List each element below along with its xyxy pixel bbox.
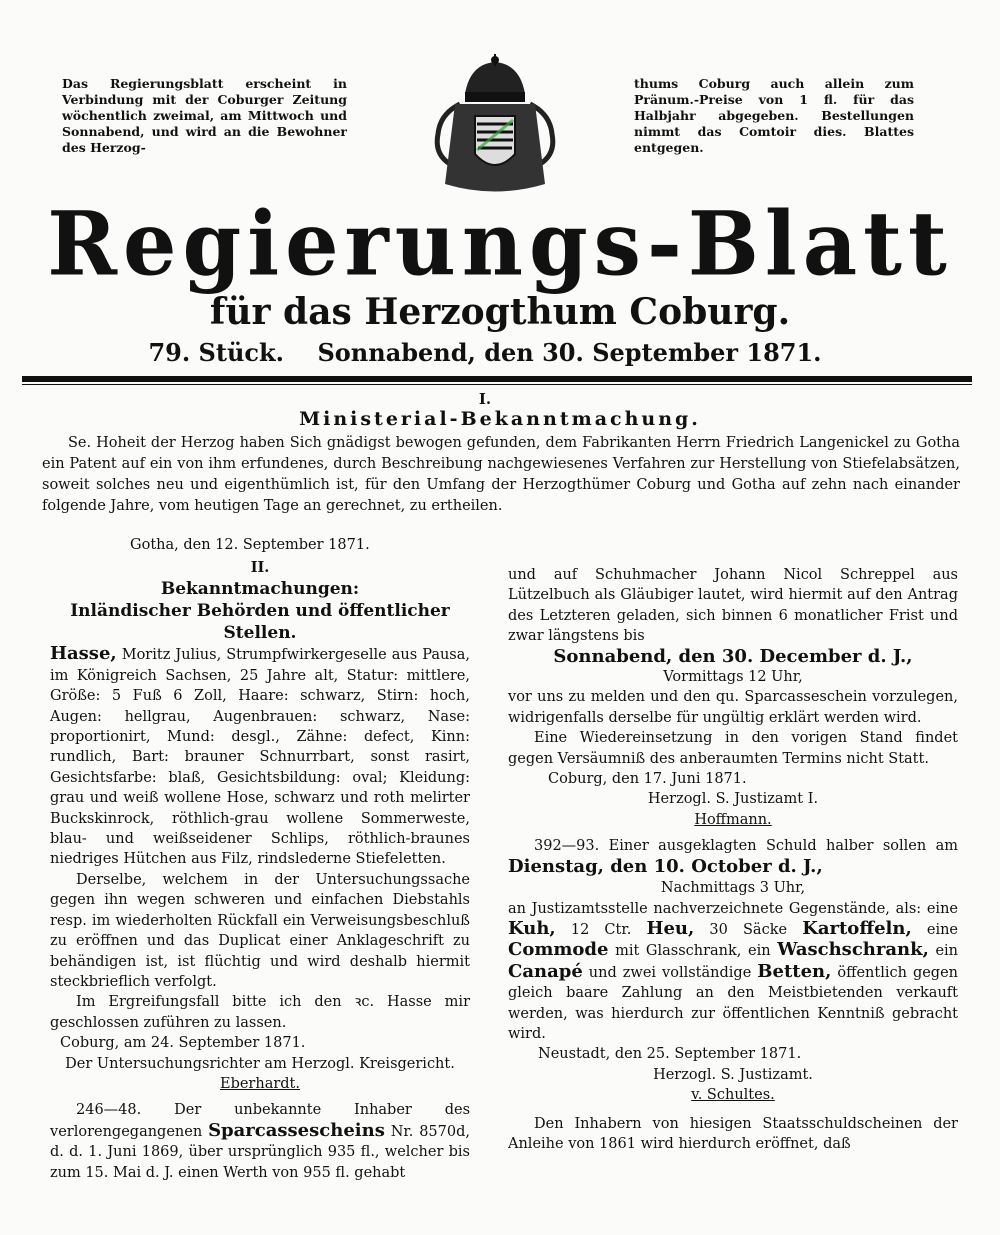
auction-items xyxy=(508,899,958,1045)
notice-text: Nr. 8570d, d. d. 1. Juni 1869, über ursprünglich 935 fl., welcher bis zum 15. Mai d. J. einen Werth von 955 fl. gehabt xyxy=(50,1123,471,1181)
section-subheading: Inländischer Behörden und öffentlicher Stellen. xyxy=(70,601,450,644)
notice-text: eine xyxy=(926,921,959,938)
auction-date: Dienstag, den 10. October d. J., xyxy=(508,855,823,877)
state-bond-notice: Den Inhabern von hiesigen Staatsschuldscheinen der Anleihe von 1861 wird hierdurch eröffnet, daß xyxy=(508,1115,958,1152)
notice-keyword: Sparcassescheins xyxy=(208,1119,385,1141)
bleed-through-text xyxy=(120,1210,840,1224)
header-rule-thick xyxy=(22,376,972,382)
auction-time: Nachmittags 3 Uhr, xyxy=(660,880,806,897)
notice-signature: Eberhardt. xyxy=(219,1075,300,1092)
deadline-date: Sonnabend, den 30. December d. J., xyxy=(553,645,913,667)
notice-text: 30 Säcke xyxy=(709,921,788,938)
ministerial-notice-date: Gotha, den 12. September 1871. xyxy=(130,537,370,553)
notice-text: an Justizamtsstelle nachverzeichnete Gegenstände, als: eine xyxy=(508,900,958,917)
item-keyword: Commode xyxy=(508,939,609,961)
item-keyword: Kuh, xyxy=(508,917,556,939)
ducal-crest-icon xyxy=(420,54,570,199)
lost-savings-notice xyxy=(50,1100,470,1183)
notice-number: 246—48. xyxy=(76,1102,142,1119)
item-keyword: Waschschrank, xyxy=(777,939,929,961)
notice-authority: Der Untersuchungsrichter am Herzogl. Kreisgericht. xyxy=(65,1055,455,1072)
notice-place-date: Coburg, den 17. Juni 1871. xyxy=(548,771,747,788)
item-keyword: Betten, xyxy=(757,960,832,982)
newspaper-title: Regierungs-Blatt xyxy=(47,191,953,296)
section-number: I. xyxy=(478,390,492,408)
notice-paragraph: Eine Wiedereinsetzung in den vorigen Stand findet gegen Versäumniß des anberaumten Termins nicht Statt. xyxy=(508,730,958,767)
notice-right-text: thums Coburg auch allein zum Pränum.-Preise von 1 fl. für das Halbjahr abgegeben. Bestellungen nimmt das Comtoir dies. Blattes entgegen. xyxy=(634,76,914,155)
continuation-text: und auf Schuhmacher Johann Nicol Schreppel aus Lützelbuch als Gläubiger lautet, wird hiermit auf den Antrag des Letzteren geladen, sich binnen 6 monatlicher Frist und zwar längstens bis xyxy=(508,567,958,645)
subscription-notice-right xyxy=(634,76,914,156)
notice-authority: Herzogl. S. Justizamt I. xyxy=(647,791,819,808)
notice-signature: v. Schultes. xyxy=(691,1087,775,1104)
issue-number: 79. Stück. xyxy=(148,338,285,367)
notice-text: und zwei vollständige xyxy=(588,964,752,981)
notice-text: 12 Ctr. xyxy=(570,921,632,938)
notice-text: ein xyxy=(935,943,959,960)
ministerial-notice-body: Se. Hoheit der Herzog haben Sich gnädigst bewogen gefunden, dem Fabrikanten Herrn Friedrich Langenickel zu Gotha ein Patent auf ein von ihm erfundenes, durch Beschreibung nachgewiesenes Verfahren zur Herstellung von Stiefelabsätzen, soweit solches neu und eigenthümlich ist, für den Umfang der Herzogthümer Coburg und Gotha auf zehn nach einander folgende Jahre, vom heutigen Tage an gerechnet, zu ertheilen. xyxy=(42,435,960,514)
notice-text: öffentlich gegen gleich baare Zahlung an den Meistbietenden verkauft werden, was hierdurch zur öffentlichen Kenntniß gebracht wird. xyxy=(508,964,959,1042)
notice-place-date: Coburg, am 24. September 1871. xyxy=(60,1035,306,1052)
section-heading: Bekanntmachungen: xyxy=(160,579,360,600)
section-heading: Ministerial-Bekanntmachung. xyxy=(299,408,701,430)
continuation-text: vor uns zu melden und den qu. Sparcasseschein vorzulegen, widrigenfalls derselbe für ungültig erklärt werden wird. xyxy=(508,689,958,726)
issue-date: Sonnabend, den 30. September 1871. xyxy=(317,338,822,367)
header-rule-thin xyxy=(22,384,972,385)
notice-left-text: Das Regierungsblatt erscheint in Verbindung mit der Coburger Zeitung wöchentlich zweimal, am Mittwoch und Sonnabend, und wird an die Bewohner des Herzog- xyxy=(62,76,347,155)
notice-text: Der unbekannte Inhaber des verlorengegangenen xyxy=(50,1102,471,1140)
wanted-notice-paragraph: Derselbe, welchem in der Untersuchungssache gegen ihn wegen schweren und einfachen Diebstahls resp. im wiederholten Rückfall ein Verweisungsbeschluß zu eröffnen und das Duplicat einer Anklageschrift zu behändigen ist, ist flüchtig und wird deshalb hiermit steckbrieflich verfolgt. xyxy=(50,871,470,990)
notice-authority: Herzogl. S. Justizamt. xyxy=(653,1066,813,1083)
notice-signature: Hoffmann. xyxy=(694,811,772,828)
newspaper-subtitle: für das Herzogthum Coburg. xyxy=(209,291,791,333)
notice-place-date: Neustadt, den 25. September 1871. xyxy=(538,1046,802,1063)
section-number: II. xyxy=(250,559,270,576)
notice-number: 392—93. xyxy=(534,838,600,855)
auction-notice xyxy=(508,836,958,878)
item-keyword: Kartoffeln, xyxy=(802,917,912,939)
right-column xyxy=(508,565,958,1154)
wanted-person-name: Hasse, xyxy=(50,643,117,665)
left-column xyxy=(50,558,470,1183)
notice-text: mit Glasschrank, ein xyxy=(615,943,771,960)
item-keyword: Heu, xyxy=(646,917,695,939)
wanted-notice-paragraph: Im Ergreifungsfall bitte ich den ꝛc. Hasse mir geschlossen zuführen zu lassen. xyxy=(50,994,470,1031)
item-keyword: Canapé xyxy=(508,960,583,982)
notice-text: Einer ausgeklagten Schuld halber sollen am xyxy=(608,838,958,855)
wanted-description-text: Moritz Julius, Strumpfwirkergeselle aus Pausa, im Königreich Sachsen, 25 Jahre alt, Statur: mittlere, Größe: 5 Fuß 6 Zoll, Haare: schwarz, Stirn: hoch, Augen: hellgrau, Augenbrauen: schwarz, Nase: proportionirt, Mund: desgl., Zähne: defect, Kinn: rundlich, Bart: brauner Schnurrbart, sonst rasirt, Gesichtsfarbe: blaß, Gesichtsbildung: oval; Kleidung: grau und weiß wollene Hose, schwarz und roth melirter Buckskinrock, röthlich-grau wollene Sommerweste, blau- und weißseidener Schlips, röthlich-braunes niedriges Hütchen aus Filz, rindslederne Stiefeletten. xyxy=(50,647,471,868)
issue-line xyxy=(0,338,970,368)
subscription-notice-left xyxy=(62,76,347,156)
wanted-notice-description xyxy=(50,644,470,869)
deadline-time: Vormittags 12 Uhr, xyxy=(663,669,803,686)
